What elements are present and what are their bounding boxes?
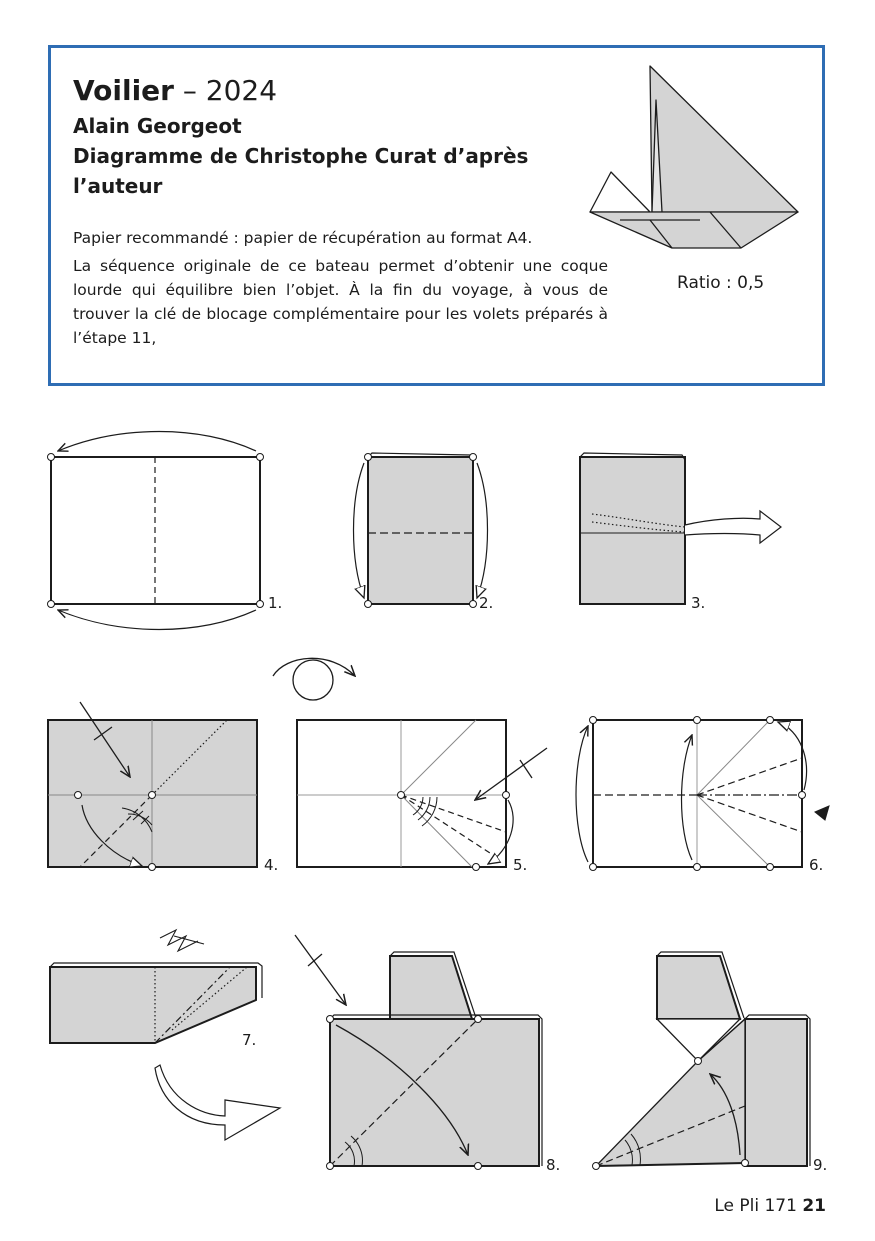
step-label-2: 2. [479,594,494,612]
credit-line-2: l’auteur [73,174,163,198]
diagram-step-9 [593,952,811,1170]
model-description: La séquence originale de ce bateau permet d’obtenir une coque lourde qui équilibre bien l’objet. À la fin du voyage, à vous de trouver la clé de blocage complémentaire pour les volets préparés à l’étape 11, [73,257,608,347]
step-label-4: 4. [264,856,279,874]
magazine-issue: Le Pli 171 [714,1196,797,1216]
credit-line-1: Diagramme de Christophe Curat d’après [73,144,529,168]
step-label-3: 3. [691,594,706,612]
page-footer [714,1196,826,1216]
diagram-step-4 [48,702,257,871]
ratio-label: Ratio : 0,5 [677,273,765,293]
step-label-9: 9. [813,1156,828,1174]
page-number: 21 [802,1196,826,1216]
model-name: Voilier [73,74,174,107]
diagram-step-8 [295,935,542,1170]
step-label-6: 6. [809,856,824,874]
paper-recommendation: Papier recommandé : papier de récupération au format A4. [73,229,533,247]
diagram-step-1 [48,432,264,630]
diagram-step-3 [580,453,781,604]
author-name: Alain Georgeot [73,114,242,138]
step-label-7: 7. [242,1031,257,1049]
diagram-step-5 [273,658,547,870]
step-label-1: 1. [268,594,283,612]
boat-illustration [590,66,798,248]
diagram-step-6 [576,717,829,871]
diagram-step-2 [354,453,488,608]
model-year: 2024 [205,74,278,107]
title-dash: – [182,74,197,107]
step-label-8: 8. [546,1156,561,1174]
step-label-5: 5. [513,856,528,874]
